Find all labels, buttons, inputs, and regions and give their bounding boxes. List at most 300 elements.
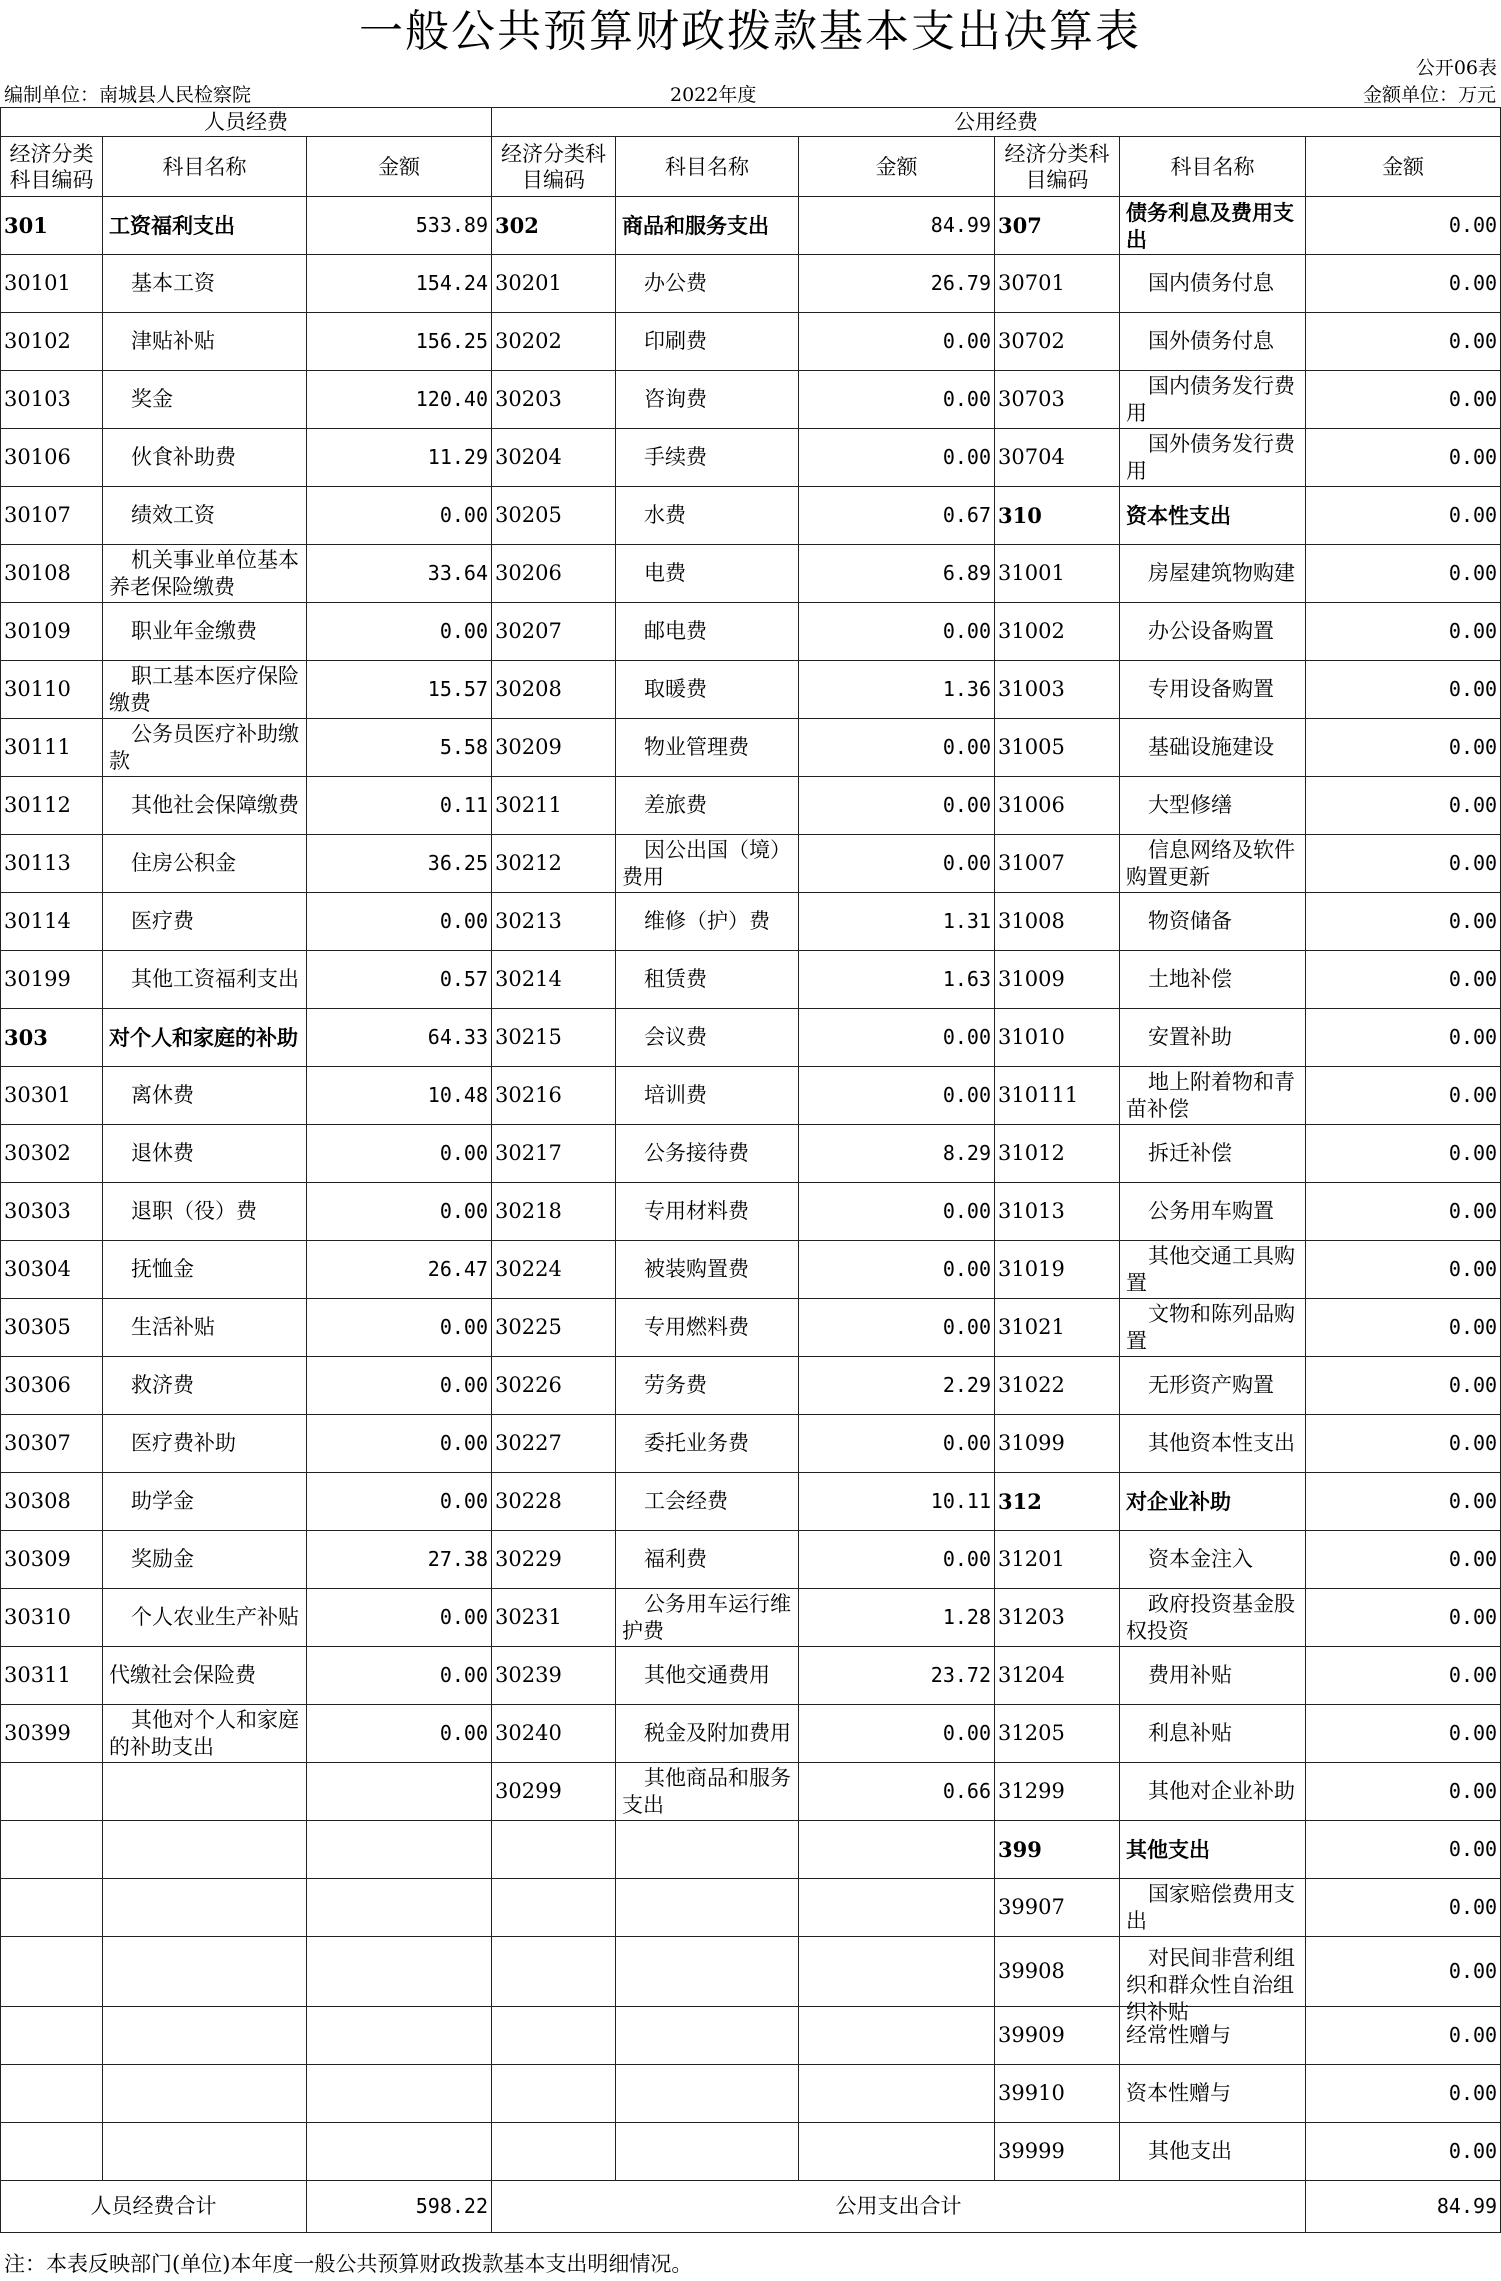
cell-amount: 0.00: [1306, 661, 1501, 719]
cell-name-text: 办公设备购置: [1148, 619, 1275, 643]
cell-name: [1120, 255, 1306, 313]
cell-code: 30226: [492, 1357, 616, 1415]
cell-code: 312: [995, 1473, 1120, 1531]
cell-amount: 1.31: [799, 893, 995, 951]
cell-code: 310111: [995, 1067, 1120, 1125]
cell-name: [616, 487, 799, 545]
cell-amount: 8.29: [799, 1125, 995, 1183]
cell-name-text: 电费: [644, 561, 687, 585]
cell-name-text: 职工基本医疗保险缴费: [109, 663, 299, 715]
cell-name-text: 利息补贴: [1148, 1721, 1233, 1745]
cell-code: [492, 1937, 616, 2007]
cell-name-text: 拆迁补偿: [1148, 1141, 1233, 1165]
cell-name: [1120, 1531, 1306, 1589]
cell-code: 30112: [1, 777, 103, 835]
table-row: [1, 1357, 1501, 1415]
public-total-label: 公用支出合计: [492, 2181, 1306, 2233]
cell-name-text: 专用材料费: [644, 1199, 750, 1223]
cell-code: [1, 1821, 103, 1879]
cell-name-text: 被装购置费: [644, 1257, 750, 1281]
cell-amount: 0.00: [1306, 951, 1501, 1009]
cell-code: 31010: [995, 1009, 1120, 1067]
personnel-total-amount: 598.22: [307, 2181, 492, 2233]
cell-code: 30308: [1, 1473, 103, 1531]
cell-name-text: 基础设施建设: [1148, 735, 1275, 759]
cell-name-text: 代缴社会保险费: [109, 1663, 256, 1687]
cell-amount: 0.00: [799, 429, 995, 487]
cell-code: 31205: [995, 1705, 1120, 1763]
header-amount: 金额: [307, 137, 492, 197]
cell-amount: 0.00: [1306, 313, 1501, 371]
cell-name: [103, 1009, 307, 1067]
cell-name: [103, 1589, 307, 1647]
cell-name: [103, 2007, 307, 2065]
cell-code: 31012: [995, 1125, 1120, 1183]
cell-name: [103, 1183, 307, 1241]
cell-name-text: 工会经费: [644, 1489, 729, 1513]
cell-code: 30215: [492, 1009, 616, 1067]
cell-code: 30228: [492, 1473, 616, 1531]
cell-name: [103, 487, 307, 545]
cell-amount: 0.00: [1306, 545, 1501, 603]
cell-name-text: 地上附着物和青苗补偿: [1126, 1069, 1296, 1121]
cell-amount: [799, 2065, 995, 2123]
header-code: 经济分类科目编码: [492, 137, 616, 197]
cell-amount: 0.00: [307, 603, 492, 661]
cell-code: 30240: [492, 1705, 616, 1763]
cell-name-text: 资本性支出: [1126, 503, 1232, 528]
cell-amount: 0.00: [1306, 1183, 1501, 1241]
cell-code: 30229: [492, 1531, 616, 1589]
table-row: [1, 661, 1501, 719]
cell-code: 30114: [1, 893, 103, 951]
cell-name: [103, 1125, 307, 1183]
cell-code: 30211: [492, 777, 616, 835]
table-row: [1, 1821, 1501, 1879]
cell-name: [1120, 2123, 1306, 2181]
cell-code: 303: [1, 1009, 103, 1067]
table-row: [1, 603, 1501, 661]
cell-name: [1120, 1183, 1306, 1241]
cell-name-text: 差旅费: [644, 793, 708, 817]
cell-code: 30217: [492, 1125, 616, 1183]
cell-name-text: 资本性赠与: [1126, 2081, 1232, 2105]
cell-name-text: 无形资产购置: [1148, 1373, 1275, 1397]
cell-amount: 15.57: [307, 661, 492, 719]
cell-code: 31005: [995, 719, 1120, 777]
cell-code: 30102: [1, 313, 103, 371]
cell-name-text: 因公出国（境）费用: [622, 837, 792, 889]
table-row: [1, 777, 1501, 835]
cell-code: 30311: [1, 1647, 103, 1705]
table-row: [1, 1473, 1501, 1531]
cell-amount: 0.00: [799, 777, 995, 835]
cell-code: 30225: [492, 1299, 616, 1357]
cell-name: [103, 255, 307, 313]
cell-amount: 84.99: [799, 197, 995, 255]
cell-name: [1120, 1821, 1306, 1879]
cell-name-text: 基本工资: [131, 271, 215, 295]
cell-name: [103, 371, 307, 429]
table-row: [1, 371, 1501, 429]
table-row: [1, 893, 1501, 951]
cell-code: 399: [995, 1821, 1120, 1879]
table-row: [1, 1125, 1501, 1183]
cell-name: [616, 1705, 799, 1763]
cell-amount: 0.00: [1306, 1067, 1501, 1125]
cell-name-text: 手续费: [644, 445, 708, 469]
cell-amount: 0.00: [307, 1415, 492, 1473]
cell-name-text: 医疗费补助: [131, 1431, 236, 1455]
cell-name: [616, 1009, 799, 1067]
cell-code: 307: [995, 197, 1120, 255]
cell-code: 30212: [492, 835, 616, 893]
cell-code: 31019: [995, 1241, 1120, 1299]
cell-name-text: 文物和陈列品购置: [1126, 1301, 1296, 1353]
cell-name: [1120, 719, 1306, 777]
cell-amount: 0.00: [799, 313, 995, 371]
cell-name-text: 土地补偿: [1148, 967, 1233, 991]
cell-amount: 0.00: [307, 1473, 492, 1531]
cell-name-text: 大型修缮: [1148, 793, 1233, 817]
table-row: [1, 2123, 1501, 2181]
cell-amount: [307, 2065, 492, 2123]
cell-name-text: 其他交通工具购置: [1126, 1243, 1296, 1295]
cell-name: [103, 661, 307, 719]
cell-name: [616, 719, 799, 777]
cell-code: 30207: [492, 603, 616, 661]
cell-name: [1120, 371, 1306, 429]
cell-amount: 5.58: [307, 719, 492, 777]
cell-code: 30202: [492, 313, 616, 371]
cell-code: 30310: [1, 1589, 103, 1647]
cell-amount: 0.00: [307, 1589, 492, 1647]
cell-name-text: 培训费: [644, 1083, 708, 1107]
cell-amount: 0.00: [1306, 1299, 1501, 1357]
cell-name: [616, 835, 799, 893]
cell-amount: 0.00: [799, 1009, 995, 1067]
cell-name-text: 其他商品和服务支出: [622, 1765, 792, 1817]
cell-name: [1120, 777, 1306, 835]
cell-code: 31204: [995, 1647, 1120, 1705]
cell-code: 30209: [492, 719, 616, 777]
cell-code: 30306: [1, 1357, 103, 1415]
cell-name-text: 医疗费: [131, 909, 194, 933]
header-code: 经济分类科目编码: [995, 137, 1120, 197]
cell-name: [103, 1821, 307, 1879]
cell-name: [616, 951, 799, 1009]
cell-name: [1120, 487, 1306, 545]
cell-name: [1120, 429, 1306, 487]
cell-name-text: 救济费: [131, 1373, 194, 1397]
cell-name: [103, 1763, 307, 1821]
cell-amount: 533.89: [307, 197, 492, 255]
cell-name: [616, 1067, 799, 1125]
cell-name: [616, 1473, 799, 1531]
cell-amount: [799, 1821, 995, 1879]
compiling-unit: 编制单位：南城县人民检察院: [4, 84, 252, 106]
cell-name: [103, 1879, 307, 1937]
cell-name-text: 税金及附加费用: [644, 1721, 792, 1745]
cell-name-text: 资本金注入: [1148, 1547, 1254, 1571]
cell-code: 30206: [492, 545, 616, 603]
cell-name-text: 退休费: [131, 1141, 194, 1165]
cell-amount: [307, 2007, 492, 2065]
cell-code: 31008: [995, 893, 1120, 951]
cell-code: [492, 2007, 616, 2065]
cell-name: [1120, 313, 1306, 371]
cell-code: 30108: [1, 545, 103, 603]
table-row: [1, 1009, 1501, 1067]
cell-name: [616, 1183, 799, 1241]
cell-name: [103, 1473, 307, 1531]
cell-name-text: 商品和服务支出: [622, 213, 770, 238]
cell-amount: 0.00: [1306, 1415, 1501, 1473]
section-public: 公用经费: [492, 108, 1501, 137]
cell-amount: 0.00: [1306, 487, 1501, 545]
cell-name: [616, 2007, 799, 2065]
cell-name: [1120, 1415, 1306, 1473]
cell-code: 30106: [1, 429, 103, 487]
cell-code: 31013: [995, 1183, 1120, 1241]
cell-name-text: 印刷费: [644, 329, 708, 353]
cell-code: 31203: [995, 1589, 1120, 1647]
cell-amount: 0.00: [799, 719, 995, 777]
cell-name-text: 邮电费: [644, 619, 708, 643]
cell-code: 30305: [1, 1299, 103, 1357]
cell-name: [103, 197, 307, 255]
cell-amount: 0.00: [799, 1299, 995, 1357]
cell-code: [1, 1763, 103, 1821]
cell-code: [492, 1879, 616, 1937]
header-amount: 金额: [1306, 137, 1501, 197]
fiscal-year: 2022年度: [670, 84, 757, 106]
cell-code: 31007: [995, 835, 1120, 893]
cell-name: [1120, 1009, 1306, 1067]
header-name: 科目名称: [616, 137, 799, 197]
cell-code: 301: [1, 197, 103, 255]
cell-amount: 0.00: [307, 1125, 492, 1183]
table-row: [1, 197, 1501, 255]
cell-name: [1120, 1705, 1306, 1763]
cell-name-text: 其他对个人和家庭的补助支出: [109, 1707, 299, 1759]
cell-name-text: 机关事业单位基本养老保险缴费: [109, 547, 299, 599]
cell-name: [1120, 1299, 1306, 1357]
cell-name: [616, 893, 799, 951]
cell-code: 30303: [1, 1183, 103, 1241]
cell-name-text: 维修（护）费: [644, 909, 771, 933]
cell-name: [103, 893, 307, 951]
table-row: [1, 487, 1501, 545]
cell-code: 30214: [492, 951, 616, 1009]
cell-name: [616, 1763, 799, 1821]
cell-name: [616, 1589, 799, 1647]
cell-name: [616, 1647, 799, 1705]
table-row: [1, 255, 1501, 313]
cell-name: [616, 1821, 799, 1879]
cell-name-text: 抚恤金: [131, 1257, 194, 1281]
cell-code: 31201: [995, 1531, 1120, 1589]
cell-name: [1120, 893, 1306, 951]
cell-name-text: 国外债务发行费用: [1126, 431, 1296, 483]
cell-code: 30205: [492, 487, 616, 545]
cell-amount: [307, 1879, 492, 1937]
cell-name: [103, 603, 307, 661]
cell-amount: 0.00: [1306, 893, 1501, 951]
cell-code: 302: [492, 197, 616, 255]
cell-name: [1120, 1879, 1306, 1937]
cell-name: [103, 2123, 307, 2181]
cell-code: 310: [995, 487, 1120, 545]
cell-code: [1, 1879, 103, 1937]
cell-name: [1120, 1067, 1306, 1125]
cell-code: 31099: [995, 1415, 1120, 1473]
cell-name-text: 公务用车购置: [1148, 1199, 1275, 1223]
table-row: [1, 313, 1501, 371]
cell-name-text: 房屋建筑物购建: [1148, 561, 1296, 585]
cell-name: [616, 1531, 799, 1589]
cell-code: 30103: [1, 371, 103, 429]
cell-amount: 26.79: [799, 255, 995, 313]
cell-code: 30218: [492, 1183, 616, 1241]
table-row: [1, 1589, 1501, 1647]
table-row: [1, 2065, 1501, 2123]
cell-amount: [799, 1879, 995, 1937]
cell-amount: 0.00: [1306, 1531, 1501, 1589]
cell-name: [1120, 603, 1306, 661]
cell-name: [616, 2065, 799, 2123]
cell-code: 30231: [492, 1589, 616, 1647]
cell-amount: [307, 2123, 492, 2181]
cell-code: 39909: [995, 2007, 1120, 2065]
cell-amount: 0.00: [799, 1067, 995, 1125]
cell-amount: 0.00: [1306, 1009, 1501, 1067]
cell-name: [616, 197, 799, 255]
cell-amount: 0.00: [1306, 603, 1501, 661]
cell-code: 30239: [492, 1647, 616, 1705]
cell-code: 30299: [492, 1763, 616, 1821]
cell-name: [1120, 1589, 1306, 1647]
cell-name-text: 债务利息及费用支出: [1126, 199, 1295, 252]
section-personnel: 人员经费: [1, 108, 492, 137]
cell-name: [1120, 1125, 1306, 1183]
public-total-amount: 84.99: [1306, 2181, 1501, 2233]
cell-code: 30204: [492, 429, 616, 487]
cell-name-text: 个人农业生产补贴: [131, 1605, 299, 1629]
cell-name: [103, 313, 307, 371]
cell-amount: 0.00: [1306, 835, 1501, 893]
cell-amount: 0.00: [1306, 2123, 1501, 2181]
table-row: [1, 429, 1501, 487]
cell-amount: 36.25: [307, 835, 492, 893]
cell-amount: 0.00: [799, 1183, 995, 1241]
cell-code: 30399: [1, 1705, 103, 1763]
cell-amount: 1.28: [799, 1589, 995, 1647]
cell-name: [616, 1241, 799, 1299]
cell-code: 31021: [995, 1299, 1120, 1357]
table-code: 公开06表: [1415, 57, 1497, 79]
cell-name-text: 取暖费: [644, 677, 708, 701]
cell-amount: 0.00: [1306, 255, 1501, 313]
cell-amount: 0.57: [307, 951, 492, 1009]
cell-name-text: 其他社会保障缴费: [131, 793, 299, 817]
cell-amount: 0.00: [1306, 1937, 1501, 2007]
cell-amount: 1.36: [799, 661, 995, 719]
cell-name: [616, 545, 799, 603]
cell-name: [1120, 661, 1306, 719]
table-row: [1, 1415, 1501, 1473]
cell-name-text: 其他工资福利支出: [131, 967, 299, 991]
cell-amount: 0.00: [307, 1299, 492, 1357]
cell-name: [103, 951, 307, 1009]
cell-amount: 2.29: [799, 1357, 995, 1415]
cell-amount: 0.00: [307, 893, 492, 951]
cell-name: [616, 429, 799, 487]
cell-code: 30107: [1, 487, 103, 545]
cell-name-text: 住房公积金: [131, 851, 236, 875]
cell-code: 30703: [995, 371, 1120, 429]
cell-amount: [799, 2123, 995, 2181]
cell-code: 31002: [995, 603, 1120, 661]
cell-amount: 0.00: [1306, 1879, 1501, 1937]
cell-name: [1120, 1473, 1306, 1531]
cell-code: 30701: [995, 255, 1120, 313]
cell-name: [616, 661, 799, 719]
cell-name-text: 会议费: [644, 1025, 708, 1049]
cell-code: 30702: [995, 313, 1120, 371]
cell-name-text: 咨询费: [644, 387, 708, 411]
cell-amount: 0.00: [1306, 1125, 1501, 1183]
cell-name-text: 奖金: [131, 387, 173, 411]
cell-name-text: 物业管理费: [644, 735, 750, 759]
cell-amount: 0.11: [307, 777, 492, 835]
cell-name-text: 生活补贴: [131, 1315, 215, 1339]
cell-code: 30101: [1, 255, 103, 313]
cell-name: [1120, 835, 1306, 893]
header-name: 科目名称: [1120, 137, 1306, 197]
money-unit: 金额单位：万元: [1362, 84, 1496, 106]
cell-amount: 0.00: [1306, 1473, 1501, 1531]
cell-name-text: 其他交通费用: [644, 1663, 771, 1687]
cell-code: 30302: [1, 1125, 103, 1183]
table-row: [1, 719, 1501, 777]
header-name: 科目名称: [103, 137, 307, 197]
cell-amount: 0.00: [307, 487, 492, 545]
table-row: [1, 835, 1501, 893]
cell-name-text: 其他资本性支出: [1148, 1431, 1296, 1455]
cell-amount: 0.00: [1306, 429, 1501, 487]
cell-name: [103, 1937, 307, 2007]
header-code: 经济分类科目编码: [1, 137, 103, 197]
cell-amount: 0.00: [799, 603, 995, 661]
cell-amount: 0.00: [1306, 1821, 1501, 1879]
cell-code: 31022: [995, 1357, 1120, 1415]
cell-code: 30216: [492, 1067, 616, 1125]
cell-name-text: 专用设备购置: [1148, 677, 1275, 701]
cell-name: [103, 1299, 307, 1357]
cell-name: [103, 429, 307, 487]
cell-name: [1120, 1763, 1306, 1821]
cell-name-text: 职业年金缴费: [131, 619, 257, 643]
cell-amount: 0.00: [307, 1183, 492, 1241]
cell-name-text: 公务接待费: [644, 1141, 750, 1165]
header-amount: 金额: [799, 137, 995, 197]
cell-amount: 0.00: [1306, 1763, 1501, 1821]
cell-code: 30704: [995, 429, 1120, 487]
cell-name: [616, 1937, 799, 2007]
cell-name-text: 安置补助: [1148, 1025, 1233, 1049]
table-row: [1, 545, 1501, 603]
